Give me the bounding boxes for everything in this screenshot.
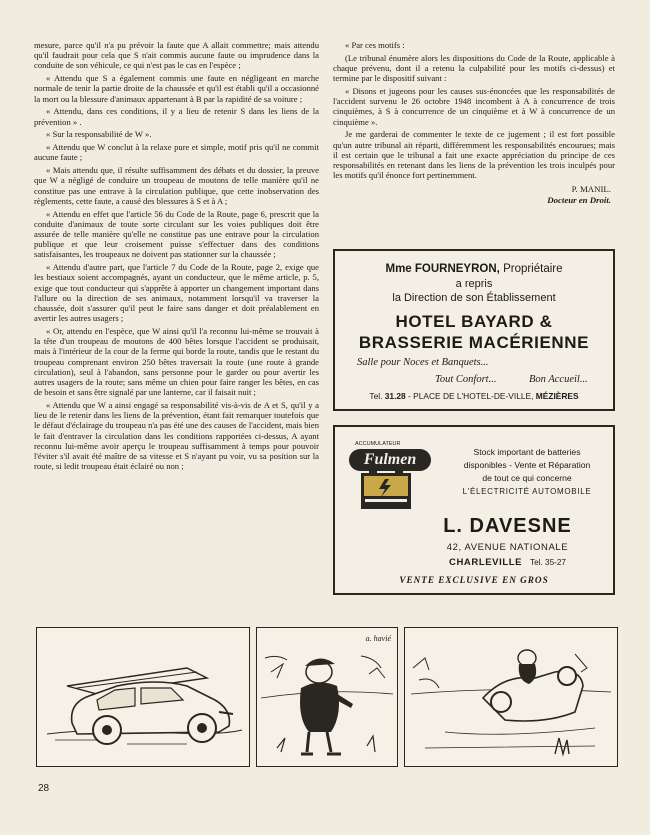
ad-text-line: disponibles - Vente et Réparation bbox=[463, 460, 591, 470]
tel: Tel. 35-27 bbox=[530, 558, 566, 567]
left-text-column bbox=[34, 40, 319, 474]
davesne-name: L. DAVESNE bbox=[443, 515, 572, 537]
comic-panel-shepherd bbox=[256, 627, 398, 767]
paragraph: mesure, parce qu'il n'a pu prévoir la faute que A allait commettre; mais attendu qu'il faudrait pour cela que S n'ait commis aucune faute ou imprudence dans la conduite de son véhicule, ce qui n'est pas le cas en l'espèce ; bbox=[34, 40, 319, 71]
author-title: Docteur en Droit. bbox=[547, 195, 611, 206]
paragraph: « Sur la responsabilité de W ». bbox=[46, 129, 152, 140]
city: CHARLEVILLE bbox=[449, 557, 523, 568]
paragraph: « Par ces motifs : bbox=[345, 40, 405, 50]
paragraph: « Attendu que W conclut à la relaxe pure et simple, motif pris qu'il ne commit aucune faute ; bbox=[34, 142, 319, 163]
crash-illustration bbox=[405, 628, 617, 766]
ad-address-line bbox=[335, 391, 613, 401]
battery-icon bbox=[343, 435, 433, 519]
comic-panel-crash bbox=[404, 627, 618, 767]
hotel-bayard-advertisement bbox=[333, 249, 615, 411]
paragraph: « Attendu d'autre part, que l'article 7 du Code de la Route, page 2, exige que les bestiaux soient accompagnés, ayant un conducteur, que le même article, p. 5, exige que tout conducteur qui s'apprête à apporter un changement important dans l'allure ou la direction de ses animaux, notamment lorsqu'il va traverser la chaussée, doit s'assurer qu'il peut le faire sans danger et doit préalablement en avertir les autres usagers ; bbox=[34, 262, 319, 324]
paragraph: « Or, attendu en l'espèce, que W ainsi qu'il l'a reconnu lui-même se trouvait à la tête d'un troupeau de moutons de 400 bêtes lorsque l'accident se produisait, mais à l'intérieur de la cour de la ferme qui borde la route, tandis que le restant du troupeau comprenant environ 250 bêtes traversait la route (une route à grande circulation), seul à l'abandon, sans personne pour le garder ou pour avertir les autres usagers de la route; sans même un chien pour faire ranger les bêtes, en cas de besoin et sans être signalé par une lanterne, car il faisait nuit ; bbox=[34, 326, 319, 398]
hotel-name: HOTEL BAYARD & bbox=[395, 312, 553, 331]
ad-text-line: Stock important de batteries bbox=[473, 447, 581, 457]
ad-owner-line bbox=[335, 263, 613, 275]
author-name: P. MANIL. bbox=[571, 184, 611, 195]
city: MÉZIÈRES bbox=[535, 391, 579, 401]
paragraph: « Attendu que S a également commis une faute en négligeant en marche normale de tenir la partie droite de la chaussée et qu'il est établi qu'il a occasionné la mort ou la blessure d'animaux appartenant à B par la rapidité de sa voiture ; bbox=[34, 73, 319, 104]
ad-owner: Mme FOURNEYRON, bbox=[385, 263, 500, 275]
davesne-address: 42, AVENUE NATIONALE bbox=[446, 542, 569, 553]
ad-line: a repris bbox=[455, 278, 493, 290]
ad-script-text: Bon Accueil... bbox=[529, 374, 588, 385]
shepherd-illustration bbox=[257, 628, 397, 766]
paragraph: « Disons et jugeons pour les causes sus-énoncées que les responsabilités de l'accident survenu le 26 octobre 1948 incombent à A à concurrence de trois cinquièmes, à S à concurrence de un cinquième et à W à concurrence de un cinquième ». bbox=[333, 86, 615, 127]
ad-text-line: de tout ce qui concerne bbox=[482, 473, 572, 483]
artist-signature: a. havié bbox=[365, 634, 391, 643]
comic-panel-car bbox=[36, 627, 250, 767]
ad-text-line: L'ÉLECTRICITÉ AUTOMOBILE bbox=[462, 487, 592, 496]
paragraph: « Attendu que W a ainsi engagé sa responsabilité vis-à-vis de A et S, qu'il y a lieu de le retenir dans les liens de la prévention, étant fait remarquer toutefois que le défaut d'éclairage du troupeau n'a pas été une des causes de l'accident, mais bien le fait d'entraver la circulation dans les conditions rapportées ci-dessus, A ayant reconnu lui-même avoir aperçu le troupeau suffisamment à temps pour pouvoir l'éviter s'il avait été maître de sa vitesse et S n'ayant pu voir, vu sa position sur la route, si ledit troupeau était éclairé ou non ; bbox=[34, 400, 319, 472]
vente-exclusive: VENTE EXCLUSIVE EN GROS bbox=[399, 575, 549, 585]
davesne-city-line bbox=[405, 557, 610, 568]
brasserie-name: BRASSERIE MACÉRIENNE bbox=[358, 333, 590, 352]
ad-script-text: Salle pour Noces et Banquets... bbox=[357, 357, 489, 368]
author-signature bbox=[333, 184, 611, 206]
ad-line: la Direction de son Établissement bbox=[392, 292, 556, 304]
page-number: 28 bbox=[38, 783, 50, 794]
ad-script-text: Tout Confort... bbox=[435, 374, 497, 385]
tel-label: Tel. bbox=[369, 391, 383, 401]
fulmen-battery-logo bbox=[343, 435, 433, 519]
ad-owner-role: Propriétaire bbox=[503, 263, 563, 275]
fulmen-davesne-advertisement bbox=[333, 425, 615, 595]
logo-subtitle: ACCUMULATEUR bbox=[355, 441, 401, 447]
fulmen-logo: Fulmen bbox=[349, 449, 431, 471]
paragraph: « Attendu en effet que l'article 56 du Code de la Route, page 6, prescrit que la conduite d'animaux de toute sorte circulant sur les voies publiques doit être assurée de telle manière qu'elle ne constitue pas une entrave pour la circulation publique et que leur croisement puisse s'effectuer dans des conditions satisfaisantes, les troupeaux ne doivent pas stationner sur la chaussée ; bbox=[34, 208, 319, 260]
right-text-column bbox=[333, 40, 615, 206]
car-illustration bbox=[37, 628, 249, 766]
paragraph: « Mais attendu que, il résulte suffisamment des débats et du dossier, la preuve que W a négligé de conduire un troupeau de moutons de telle manière qu'il ne constitue pas une entrave à la circulation publique, que cette inobservation des règlements, cette faute, a causé des blessures à S et à A ; bbox=[34, 165, 319, 206]
tel-number: 31.28 bbox=[384, 391, 406, 401]
paragraph: Je me garderai de commenter le texte de ce jugement ; il est fort possible qu'un autre tribunal ait réparti, différemment les responsabilités encourues; mais il est certain que le tribunal a fait une exacte appréciation du principe de ces responsabilités en retenant dans les liens de la prévention les trois inculpés pour les motifs qu'il énonce fort pertinemment. bbox=[333, 129, 615, 181]
paragraph: « Attendu, dans ces conditions, il y a lieu de retenir S dans les liens de la prévention » . bbox=[34, 106, 319, 127]
address: - PLACE DE L'HOTEL-DE-VILLE, bbox=[408, 391, 534, 401]
paragraph: (Le tribunal énumère alors les dispositions du Code de la Route, applicable à chaque prévenu, dont il a retenu la culpabilité pour les motifs ci-dessus) et termine par le dispositif suivant : bbox=[333, 52, 615, 84]
